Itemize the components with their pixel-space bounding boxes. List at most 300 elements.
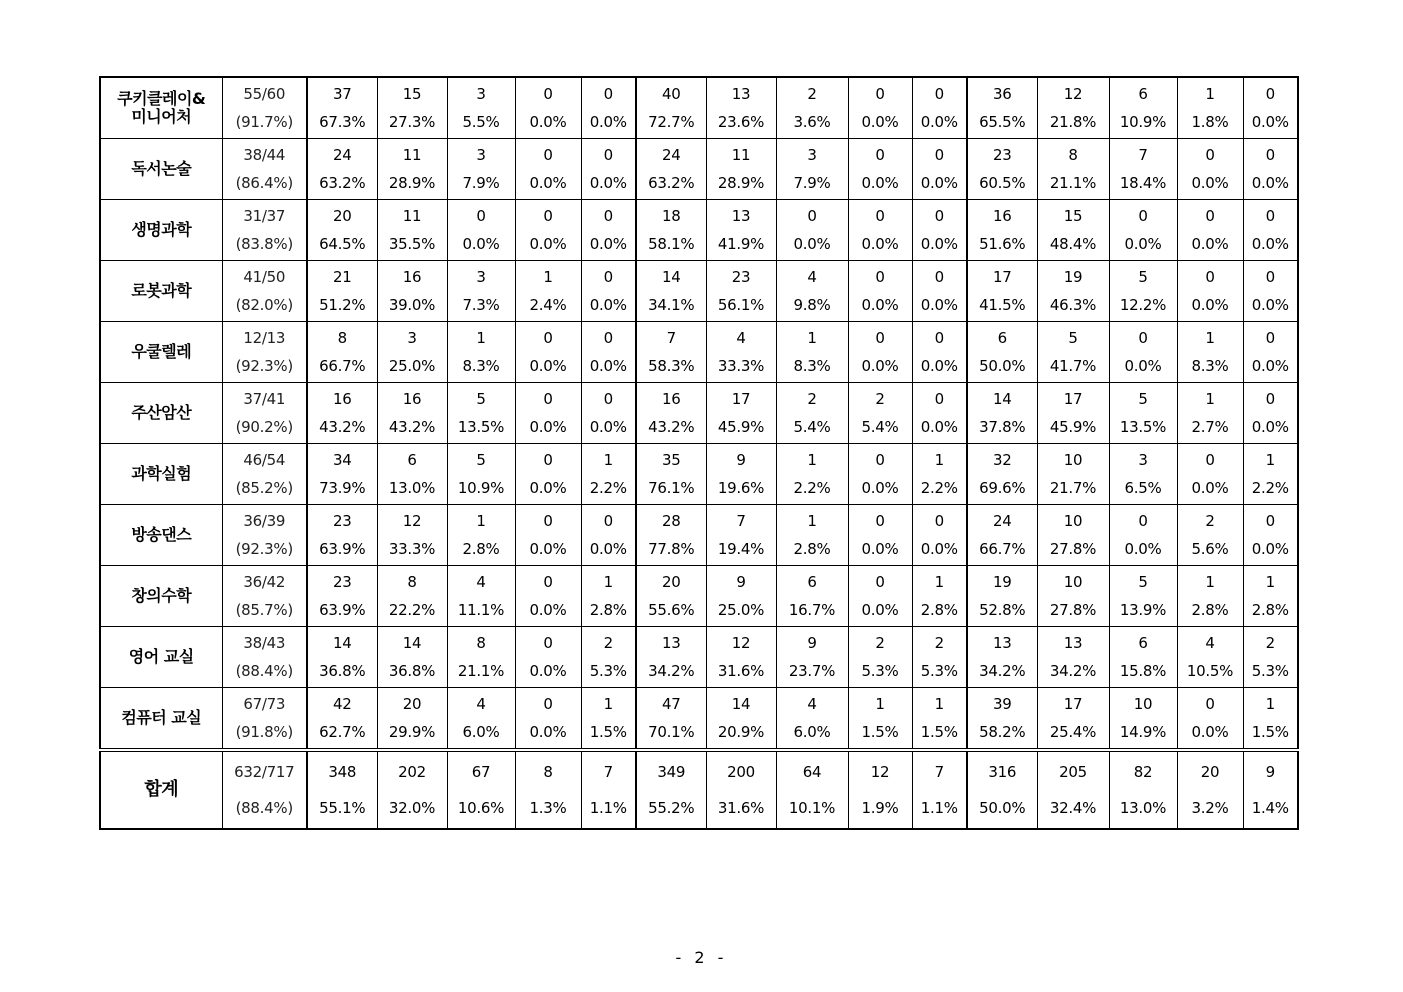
- count-cell: 23: [307, 505, 377, 536]
- percent-cell: 58.3%: [636, 352, 706, 383]
- percent-cell: 51.6%: [967, 230, 1037, 261]
- count-cell: 0: [848, 322, 912, 353]
- response-ratio: 632/717: [222, 750, 307, 790]
- percent-cell: 5.5%: [447, 108, 515, 139]
- percent-cell: 0.0%: [1243, 413, 1298, 444]
- count-cell: 5: [1109, 261, 1177, 292]
- count-cell: 1: [515, 261, 581, 292]
- program-name: 과학실험: [100, 444, 222, 505]
- count-cell: 0: [1243, 322, 1298, 353]
- percent-cell: 10.9%: [447, 474, 515, 505]
- count-cell: 12: [848, 750, 912, 790]
- percent-cell: 16.7%: [776, 596, 848, 627]
- count-cell: 1: [776, 444, 848, 475]
- percent-cell: 8.3%: [1177, 352, 1243, 383]
- count-cell: 205: [1037, 750, 1109, 790]
- table-row: [100, 505, 1298, 536]
- program-name: 창의수학: [100, 566, 222, 627]
- percent-cell: 34.1%: [636, 291, 706, 322]
- count-cell: 0: [776, 200, 848, 231]
- count-cell: 0: [581, 77, 636, 108]
- count-cell: 6: [1109, 77, 1177, 108]
- percent-cell: 0.0%: [581, 108, 636, 139]
- percent-cell: 23.7%: [776, 657, 848, 688]
- count-cell: 2: [848, 627, 912, 658]
- program-name: 영어 교실: [100, 627, 222, 688]
- percent-cell: 1.8%: [1177, 108, 1243, 139]
- count-cell: 0: [581, 505, 636, 536]
- count-cell: 67: [447, 750, 515, 790]
- percent-cell: 9.8%: [776, 291, 848, 322]
- count-cell: 2: [776, 77, 848, 108]
- percent-cell: 63.2%: [636, 169, 706, 200]
- count-cell: 16: [307, 383, 377, 414]
- count-cell: 18: [636, 200, 706, 231]
- count-cell: 0: [1177, 688, 1243, 719]
- percent-cell: 27.3%: [377, 108, 447, 139]
- response-ratio: 37/41: [222, 383, 307, 414]
- count-cell: 1: [447, 322, 515, 353]
- count-cell: 16: [636, 383, 706, 414]
- count-cell: 0: [848, 77, 912, 108]
- percent-cell: 0.0%: [515, 413, 581, 444]
- count-cell: 5: [447, 383, 515, 414]
- percent-cell: 0.0%: [1243, 230, 1298, 261]
- count-cell: 35: [636, 444, 706, 475]
- percent-cell: 36.8%: [307, 657, 377, 688]
- percent-cell: 2.7%: [1177, 413, 1243, 444]
- count-cell: 23: [706, 261, 776, 292]
- percent-cell: 19.4%: [706, 535, 776, 566]
- count-cell: 0: [581, 383, 636, 414]
- percent-cell: 70.1%: [636, 718, 706, 750]
- percent-cell: 2.8%: [776, 535, 848, 566]
- percent-cell: 45.9%: [706, 413, 776, 444]
- table-row: [100, 444, 1298, 475]
- percent-cell: 1.9%: [848, 790, 912, 829]
- percent-cell: 0.0%: [912, 535, 967, 566]
- table-row-pct: [100, 413, 1298, 444]
- percent-cell: 0.0%: [581, 352, 636, 383]
- percent-cell: 7.9%: [776, 169, 848, 200]
- percent-cell: 0.0%: [848, 291, 912, 322]
- count-cell: 8: [447, 627, 515, 658]
- percent-cell: 32.0%: [377, 790, 447, 829]
- count-cell: 14: [636, 261, 706, 292]
- count-cell: 2: [1243, 627, 1298, 658]
- count-cell: 0: [1177, 139, 1243, 170]
- count-cell: 12: [1037, 77, 1109, 108]
- percent-cell: 63.2%: [307, 169, 377, 200]
- response-ratio: 41/50: [222, 261, 307, 292]
- count-cell: 1: [912, 688, 967, 719]
- response-rate: (88.4%): [222, 657, 307, 688]
- percent-cell: 0.0%: [447, 230, 515, 261]
- table-row-pct: [100, 657, 1298, 688]
- count-cell: 37: [307, 77, 377, 108]
- percent-cell: 55.2%: [636, 790, 706, 829]
- program-name: 컴퓨터 교실: [100, 688, 222, 751]
- count-cell: 0: [848, 139, 912, 170]
- count-cell: 82: [1109, 750, 1177, 790]
- count-cell: 1: [776, 505, 848, 536]
- count-cell: 0: [515, 505, 581, 536]
- count-cell: 11: [377, 200, 447, 231]
- page-number: - 2 -: [675, 948, 728, 967]
- table-body: [100, 77, 1298, 829]
- count-cell: 42: [307, 688, 377, 719]
- count-cell: 2: [776, 383, 848, 414]
- count-cell: 5: [1109, 383, 1177, 414]
- percent-cell: 20.9%: [706, 718, 776, 750]
- percent-cell: 58.1%: [636, 230, 706, 261]
- count-cell: 20: [307, 200, 377, 231]
- count-cell: 0: [515, 139, 581, 170]
- percent-cell: 67.3%: [307, 108, 377, 139]
- percent-cell: 64.5%: [307, 230, 377, 261]
- percent-cell: 2.8%: [912, 596, 967, 627]
- percent-cell: 0.0%: [1109, 535, 1177, 566]
- table-row-pct: [100, 474, 1298, 505]
- percent-cell: 14.9%: [1109, 718, 1177, 750]
- count-cell: 9: [706, 566, 776, 597]
- percent-cell: 66.7%: [967, 535, 1037, 566]
- percent-cell: 31.6%: [706, 790, 776, 829]
- count-cell: 0: [848, 566, 912, 597]
- percent-cell: 0.0%: [1243, 535, 1298, 566]
- count-cell: 0: [515, 566, 581, 597]
- percent-cell: 1.5%: [581, 718, 636, 750]
- count-cell: 9: [1243, 750, 1298, 790]
- total-row: [100, 750, 1298, 790]
- percent-cell: 28.9%: [377, 169, 447, 200]
- percent-cell: 0.0%: [515, 657, 581, 688]
- count-cell: 0: [848, 200, 912, 231]
- total-label: 합계: [100, 750, 222, 829]
- count-cell: 28: [636, 505, 706, 536]
- table-row: [100, 322, 1298, 353]
- response-ratio: 36/42: [222, 566, 307, 597]
- percent-cell: 66.7%: [307, 352, 377, 383]
- count-cell: 2: [1177, 505, 1243, 536]
- percent-cell: 21.1%: [1037, 169, 1109, 200]
- count-cell: 10: [1037, 505, 1109, 536]
- percent-cell: 0.0%: [912, 169, 967, 200]
- percent-cell: 10.5%: [1177, 657, 1243, 688]
- percent-cell: 56.1%: [706, 291, 776, 322]
- percent-cell: 7.3%: [447, 291, 515, 322]
- percent-cell: 45.9%: [1037, 413, 1109, 444]
- count-cell: 64: [776, 750, 848, 790]
- count-cell: 7: [912, 750, 967, 790]
- count-cell: 0: [1109, 200, 1177, 231]
- percent-cell: 63.9%: [307, 535, 377, 566]
- response-ratio: 67/73: [222, 688, 307, 719]
- percent-cell: 33.3%: [377, 535, 447, 566]
- percent-cell: 0.0%: [848, 474, 912, 505]
- count-cell: 24: [307, 139, 377, 170]
- count-cell: 2: [581, 627, 636, 658]
- count-cell: 17: [967, 261, 1037, 292]
- count-cell: 3: [447, 77, 515, 108]
- percent-cell: 52.8%: [967, 596, 1037, 627]
- percent-cell: 27.8%: [1037, 535, 1109, 566]
- percent-cell: 7.9%: [447, 169, 515, 200]
- percent-cell: 69.6%: [967, 474, 1037, 505]
- percent-cell: 5.3%: [848, 657, 912, 688]
- count-cell: 19: [967, 566, 1037, 597]
- count-cell: 14: [706, 688, 776, 719]
- total-row-pct: [100, 790, 1298, 829]
- table-row-pct: [100, 718, 1298, 750]
- percent-cell: 41.7%: [1037, 352, 1109, 383]
- percent-cell: 50.0%: [967, 790, 1037, 829]
- response-ratio: 46/54: [222, 444, 307, 475]
- count-cell: 0: [1109, 505, 1177, 536]
- percent-cell: 0.0%: [515, 718, 581, 750]
- count-cell: 8: [1037, 139, 1109, 170]
- count-cell: 0: [1177, 261, 1243, 292]
- count-cell: 349: [636, 750, 706, 790]
- response-rate: (86.4%): [222, 169, 307, 200]
- count-cell: 6: [967, 322, 1037, 353]
- percent-cell: 13.5%: [1109, 413, 1177, 444]
- percent-cell: 21.8%: [1037, 108, 1109, 139]
- percent-cell: 2.2%: [912, 474, 967, 505]
- count-cell: 4: [447, 566, 515, 597]
- count-cell: 15: [377, 77, 447, 108]
- percent-cell: 0.0%: [912, 230, 967, 261]
- count-cell: 3: [447, 139, 515, 170]
- percent-cell: 6.5%: [1109, 474, 1177, 505]
- count-cell: 7: [706, 505, 776, 536]
- count-cell: 1: [581, 566, 636, 597]
- count-cell: 24: [967, 505, 1037, 536]
- count-cell: 8: [515, 750, 581, 790]
- count-cell: 10: [1109, 688, 1177, 719]
- count-cell: 200: [706, 750, 776, 790]
- count-cell: 0: [1243, 77, 1298, 108]
- table-row: [100, 77, 1298, 108]
- percent-cell: 1.5%: [848, 718, 912, 750]
- percent-cell: 2.8%: [1177, 596, 1243, 627]
- percent-cell: 3.2%: [1177, 790, 1243, 829]
- percent-cell: 63.9%: [307, 596, 377, 627]
- count-cell: 1: [581, 688, 636, 719]
- count-cell: 0: [581, 322, 636, 353]
- percent-cell: 5.3%: [912, 657, 967, 688]
- table-row: [100, 566, 1298, 597]
- percent-cell: 36.8%: [377, 657, 447, 688]
- percent-cell: 0.0%: [1177, 230, 1243, 261]
- count-cell: 4: [447, 688, 515, 719]
- table-row-pct: [100, 291, 1298, 322]
- table-row: [100, 627, 1298, 658]
- count-cell: 0: [1243, 383, 1298, 414]
- response-ratio: 36/39: [222, 505, 307, 536]
- count-cell: 0: [912, 77, 967, 108]
- response-rate: (90.2%): [222, 413, 307, 444]
- table-row: [100, 139, 1298, 170]
- count-cell: 10: [1037, 444, 1109, 475]
- count-cell: 20: [1177, 750, 1243, 790]
- percent-cell: 55.1%: [307, 790, 377, 829]
- percent-cell: 0.0%: [848, 352, 912, 383]
- percent-cell: 5.6%: [1177, 535, 1243, 566]
- percent-cell: 0.0%: [1109, 352, 1177, 383]
- program-name: 로봇과학: [100, 261, 222, 322]
- percent-cell: 0.0%: [776, 230, 848, 261]
- count-cell: 14: [377, 627, 447, 658]
- percent-cell: 10.9%: [1109, 108, 1177, 139]
- percent-cell: 50.0%: [967, 352, 1037, 383]
- count-cell: 4: [776, 261, 848, 292]
- response-ratio: 31/37: [222, 200, 307, 231]
- count-cell: 19: [1037, 261, 1109, 292]
- count-cell: 16: [967, 200, 1037, 231]
- count-cell: 0: [848, 505, 912, 536]
- table-row-pct: [100, 535, 1298, 566]
- count-cell: 6: [1109, 627, 1177, 658]
- count-cell: 12: [706, 627, 776, 658]
- count-cell: 2: [912, 627, 967, 658]
- count-cell: 13: [967, 627, 1037, 658]
- count-cell: 1: [1243, 688, 1298, 719]
- response-rate: (85.7%): [222, 596, 307, 627]
- percent-cell: 34.2%: [636, 657, 706, 688]
- count-cell: 1: [1177, 322, 1243, 353]
- count-cell: 4: [1177, 627, 1243, 658]
- percent-cell: 12.2%: [1109, 291, 1177, 322]
- count-cell: 316: [967, 750, 1037, 790]
- percent-cell: 13.0%: [377, 474, 447, 505]
- table-row: [100, 261, 1298, 292]
- count-cell: 3: [776, 139, 848, 170]
- percent-cell: 0.0%: [1243, 291, 1298, 322]
- percent-cell: 2.2%: [581, 474, 636, 505]
- count-cell: 0: [581, 200, 636, 231]
- percent-cell: 0.0%: [1109, 230, 1177, 261]
- percent-cell: 25.0%: [377, 352, 447, 383]
- percent-cell: 34.2%: [1037, 657, 1109, 688]
- percent-cell: 43.2%: [636, 413, 706, 444]
- percent-cell: 31.6%: [706, 657, 776, 688]
- count-cell: 9: [706, 444, 776, 475]
- program-name: 주산암산: [100, 383, 222, 444]
- count-cell: 16: [377, 261, 447, 292]
- count-cell: 1: [912, 444, 967, 475]
- percent-cell: 0.0%: [912, 413, 967, 444]
- table-row: [100, 200, 1298, 231]
- response-rate: (82.0%): [222, 291, 307, 322]
- percent-cell: 0.0%: [848, 596, 912, 627]
- percent-cell: 10.1%: [776, 790, 848, 829]
- response-rate: (88.4%): [222, 790, 307, 829]
- percent-cell: 1.5%: [912, 718, 967, 750]
- count-cell: 0: [515, 444, 581, 475]
- count-cell: 7: [1109, 139, 1177, 170]
- percent-cell: 3.6%: [776, 108, 848, 139]
- percent-cell: 55.6%: [636, 596, 706, 627]
- count-cell: 15: [1037, 200, 1109, 231]
- percent-cell: 0.0%: [515, 535, 581, 566]
- percent-cell: 0.0%: [848, 169, 912, 200]
- percent-cell: 0.0%: [1243, 108, 1298, 139]
- count-cell: 0: [1243, 261, 1298, 292]
- count-cell: 1: [848, 688, 912, 719]
- percent-cell: 0.0%: [515, 474, 581, 505]
- count-cell: 0: [581, 261, 636, 292]
- count-cell: 8: [377, 566, 447, 597]
- count-cell: 0: [848, 261, 912, 292]
- count-cell: 2: [848, 383, 912, 414]
- percent-cell: 0.0%: [515, 108, 581, 139]
- percent-cell: 0.0%: [515, 230, 581, 261]
- count-cell: 1: [912, 566, 967, 597]
- count-cell: 0: [447, 200, 515, 231]
- percent-cell: 19.6%: [706, 474, 776, 505]
- count-cell: 24: [636, 139, 706, 170]
- percent-cell: 0.0%: [1243, 169, 1298, 200]
- percent-cell: 0.0%: [581, 230, 636, 261]
- count-cell: 0: [1243, 200, 1298, 231]
- table-row-pct: [100, 169, 1298, 200]
- table-row-pct: [100, 230, 1298, 261]
- percent-cell: 34.2%: [967, 657, 1037, 688]
- count-cell: 13: [706, 77, 776, 108]
- percent-cell: 2.8%: [581, 596, 636, 627]
- percent-cell: 8.3%: [776, 352, 848, 383]
- response-rate: (92.3%): [222, 535, 307, 566]
- percent-cell: 2.4%: [515, 291, 581, 322]
- count-cell: 0: [912, 139, 967, 170]
- percent-cell: 76.1%: [636, 474, 706, 505]
- count-cell: 7: [581, 750, 636, 790]
- percent-cell: 5.4%: [848, 413, 912, 444]
- percent-cell: 1.3%: [515, 790, 581, 829]
- response-rate: (91.7%): [222, 108, 307, 139]
- percent-cell: 72.7%: [636, 108, 706, 139]
- percent-cell: 5.3%: [581, 657, 636, 688]
- percent-cell: 0.0%: [1177, 169, 1243, 200]
- count-cell: 0: [912, 200, 967, 231]
- count-cell: 0: [912, 383, 967, 414]
- count-cell: 6: [377, 444, 447, 475]
- count-cell: 3: [1109, 444, 1177, 475]
- count-cell: 23: [307, 566, 377, 597]
- count-cell: 0: [1177, 200, 1243, 231]
- program-name: 방송댄스: [100, 505, 222, 566]
- count-cell: 11: [377, 139, 447, 170]
- percent-cell: 48.4%: [1037, 230, 1109, 261]
- count-cell: 16: [377, 383, 447, 414]
- count-cell: 10: [1037, 566, 1109, 597]
- count-cell: 1: [1177, 566, 1243, 597]
- count-cell: 39: [967, 688, 1037, 719]
- count-cell: 40: [636, 77, 706, 108]
- count-cell: 3: [377, 322, 447, 353]
- count-cell: 0: [515, 322, 581, 353]
- percent-cell: 35.5%: [377, 230, 447, 261]
- table-row-pct: [100, 352, 1298, 383]
- count-cell: 13: [636, 627, 706, 658]
- count-cell: 5: [1037, 322, 1109, 353]
- count-cell: 17: [1037, 688, 1109, 719]
- count-cell: 0: [848, 444, 912, 475]
- percent-cell: 15.8%: [1109, 657, 1177, 688]
- program-name: 우쿨렐레: [100, 322, 222, 383]
- count-cell: 1: [776, 322, 848, 353]
